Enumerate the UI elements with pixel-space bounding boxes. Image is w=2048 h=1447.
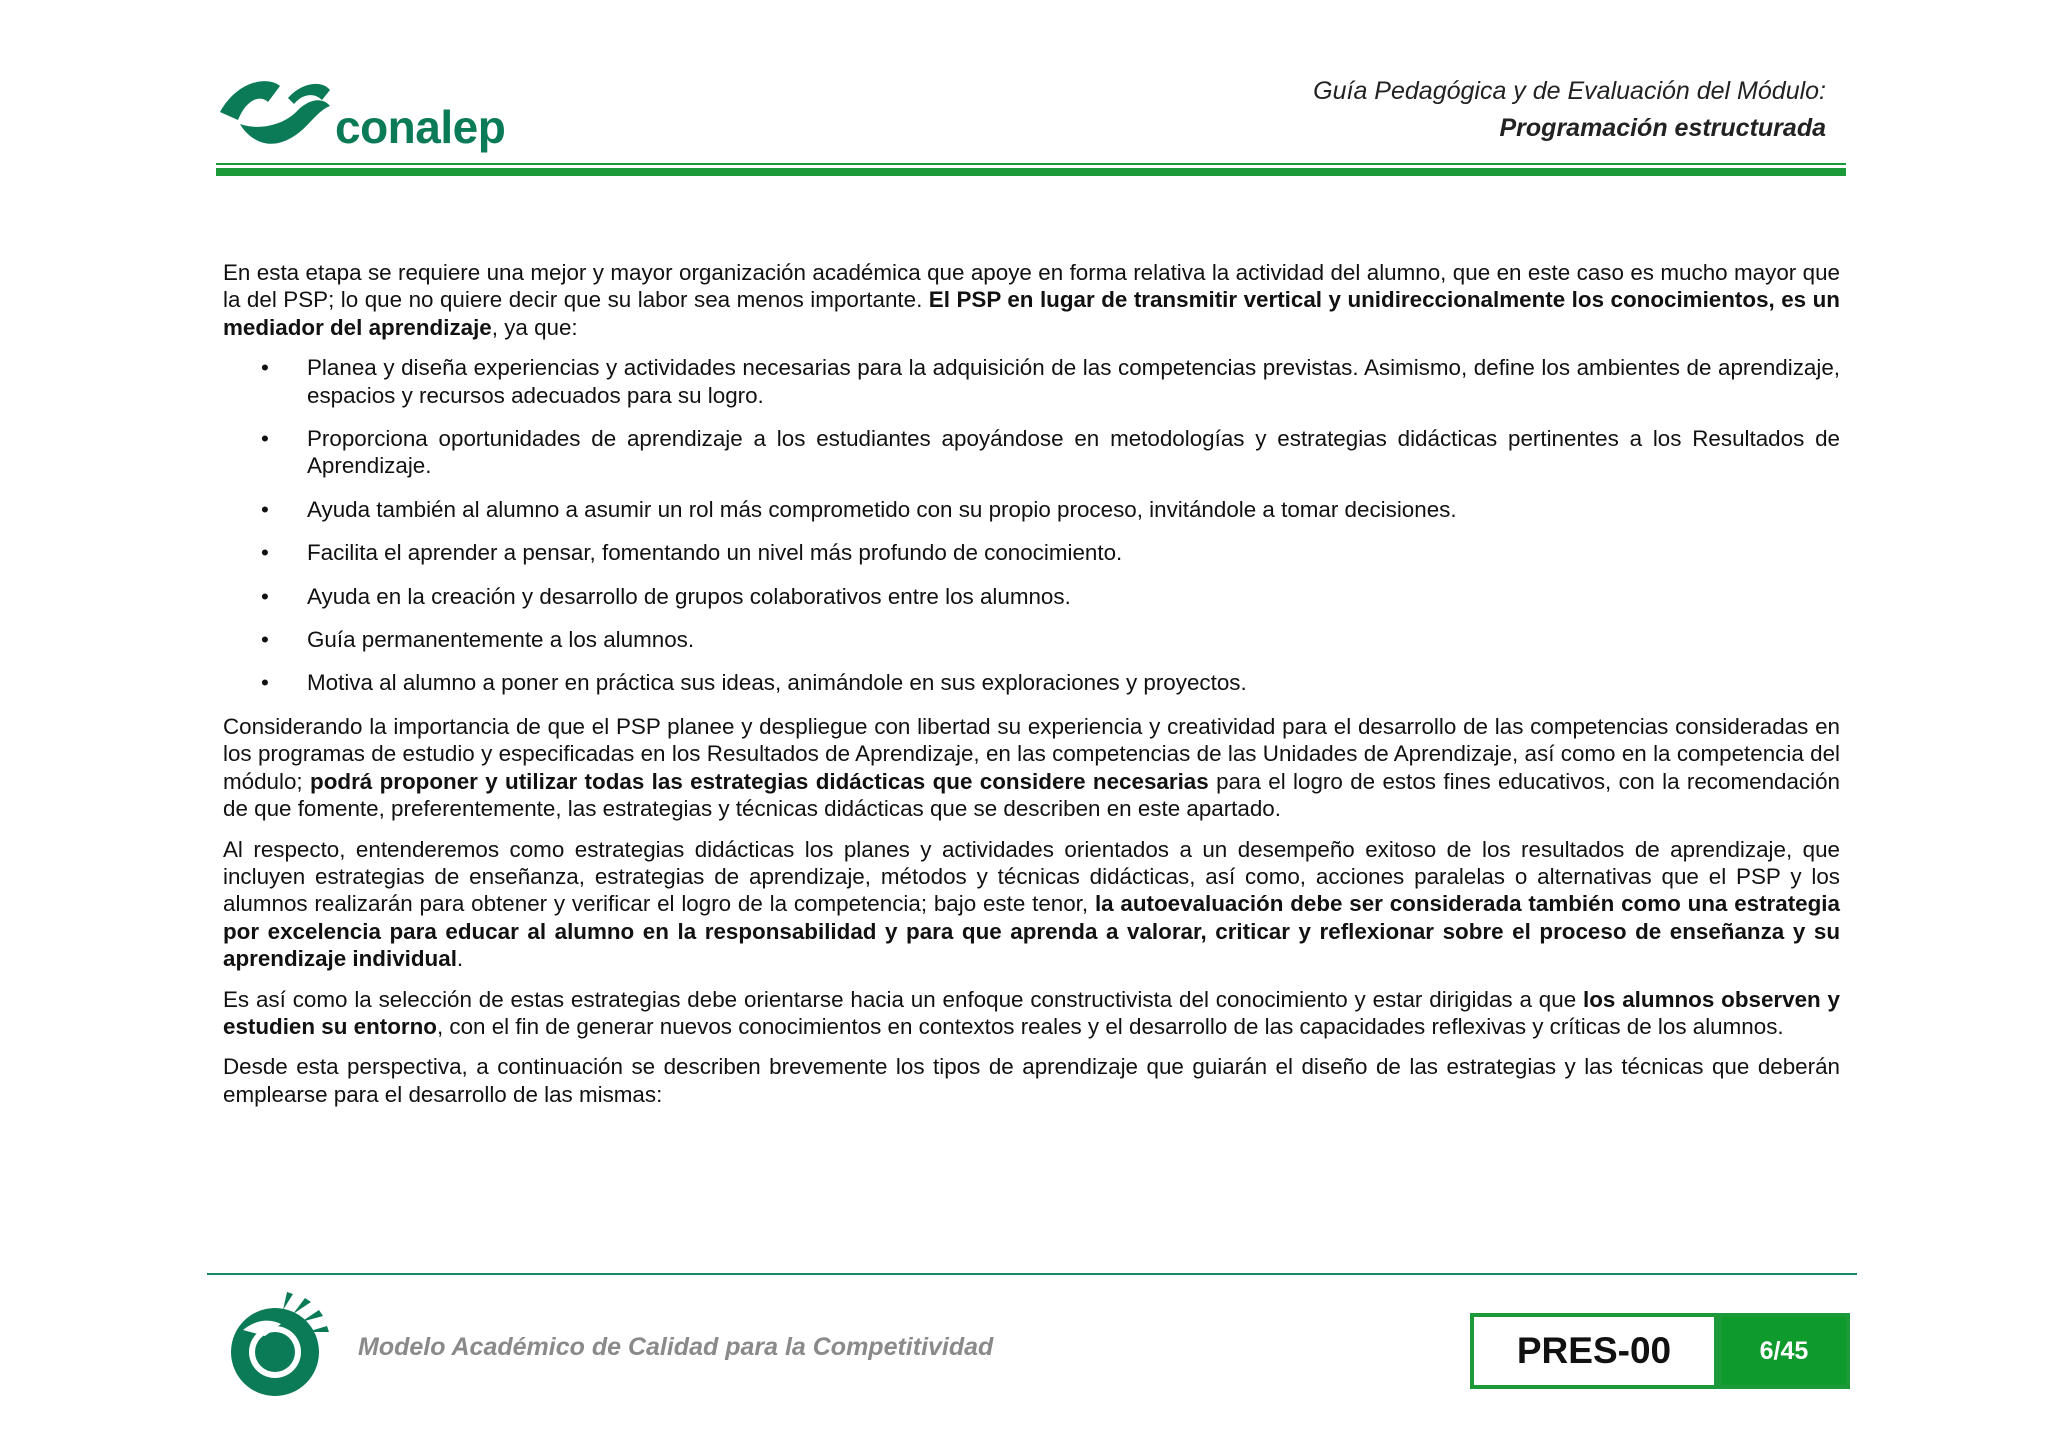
bullet-icon: •	[261, 540, 269, 566]
list-item-text: Ayuda en la creación y desarrollo de grupos colaborativos entre los alumnos.	[307, 583, 1071, 609]
bullet-icon: •	[261, 670, 269, 696]
academic-model-seal-icon	[225, 1290, 335, 1400]
list-item-text: Guía permanentemente a los alumnos.	[307, 627, 695, 653]
bullet-icon: •	[261, 496, 269, 522]
list-item-text: Facilita el aprender a pensar, fomentando un nivel más profundo de conocimiento.	[307, 540, 1123, 566]
header-divider-thick	[216, 168, 1846, 176]
list-item	[223, 539, 1840, 566]
bold-run: podrá proponer y utilizar todas las estrategias didácticas que considere necesarias	[310, 768, 1209, 794]
paragraph-constructivism	[223, 986, 1840, 1041]
guide-title: Guía Pedagógica y de Evaluación del Módulo:	[1313, 77, 1826, 105]
text-run: Al respecto, entenderemos como estrategias didácticas los planes y actividades orientados a un desempeño exitoso de los resultados de aprendizaje, que incluyen estrategias de enseñanza, estrategias de aprendizaje, métodos y técnicas didácticas, así como, acciones paralelas o alternativas que el PSP y los alumnos realizarán para obtener y verificar el logro de la competencia; bajo este tenor,	[223, 836, 1840, 917]
page-number-badge: 6/45	[1718, 1313, 1850, 1389]
document-code-badge: PRES-00	[1470, 1313, 1718, 1389]
bullet-icon: •	[261, 583, 269, 609]
list-item	[223, 583, 1840, 610]
text-run: , con el fin de generar nuevos conocimientos en contextos reales y el desarrollo de las capacidades reflexivas y críticas de los alumnos.	[436, 1013, 1784, 1039]
bullet-icon: •	[261, 426, 269, 452]
bold-run: los alumnos observen y estudien su entorno	[223, 986, 1841, 1039]
text-run: Es así como la selección de estas estrategias debe orientarse hacia un enfoque constructivista del conocimiento y estar dirigidas a que	[223, 986, 1584, 1012]
paragraph-perspective: Desde esta perspectiva, a continuación se describen brevemente los tipos de aprendizaje que guiarán el diseño de las estrategias y las técnicas que deberán emplearse para el desarrollo de las mismas:	[223, 1054, 1840, 1107]
conalep-wordmark: conalep	[335, 101, 506, 153]
text-run: Considerando la importancia de que el PSP planee y despliegue con libertad su experiencia y creatividad para el desarrollo de las competencias consideradas en los programas de estudio y especificadas en los Resultados de Aprendizaje, en las competencias de las Unidades de Aprendizaje, así como en la competencia del módulo;	[223, 713, 1840, 794]
list-item	[223, 425, 1840, 480]
text-run: para el logro de estos fines educativos, con la recomendación de que fomente, preferentemente, las estrategias y técnicas didácticas que se describen en este apartado.	[223, 768, 1840, 822]
paragraph-strategies	[223, 836, 1840, 973]
list-item	[223, 626, 1840, 653]
list-item-text: Motiva al alumno a poner en práctica sus ideas, animándole en sus exploraciones y proyectos.	[307, 670, 1247, 696]
document-body	[223, 259, 1840, 1121]
list-item-text: Ayuda también al alumno a asumir un rol más comprometido con su propio proceso, invitándole a tomar decisiones.	[307, 496, 1457, 522]
footer-divider	[207, 1273, 1857, 1275]
psp-roles-list	[223, 354, 1840, 697]
list-item-text: Proporciona oportunidades de aprendizaje a los estudiantes apoyándose en metodologías y estrategias didácticas pertinentes a los Resultados de Aprendizaje.	[307, 426, 1840, 479]
list-item	[223, 496, 1840, 523]
bullet-icon: •	[261, 355, 269, 381]
bold-run: El PSP en lugar de transmitir vertical y unidireccionalmente los conocimientos, es un mediador del aprendizaje	[223, 287, 1840, 340]
text-run: .	[456, 946, 464, 972]
list-item-text: Planea y diseña experiencias y actividades necesarias para la adquisición de las competencias previstas. Asimismo, define los ambientes de aprendizaje, espacios y recursos adecuados para su logro.	[307, 355, 1840, 408]
text-run: En esta etapa se requiere una mejor y mayor organización académica que apoye en forma relativa la actividad del alumno, que en este caso es mucho mayor que la del PSP; lo que no quiere decir que su labor sea menos importante.	[223, 260, 1840, 313]
header-divider-thin	[216, 163, 1846, 165]
paragraph-competencies	[223, 713, 1840, 823]
footer-model-text: Modelo Académico de Calidad para la Competitividad	[358, 1333, 994, 1361]
module-name: Programación estructurada	[1499, 114, 1826, 142]
text-run: , ya que:	[491, 314, 578, 340]
bold-run: la autoevaluación debe ser considerada también como una estrategia por excelencia para educar al alumno en la responsabilidad y para que aprenda a valorar, criticar y reflexionar sobre el proceso de enseñanza y su aprendizaje individual	[223, 891, 1840, 972]
paragraph-intro	[223, 259, 1840, 341]
bullet-icon: •	[261, 627, 269, 653]
list-item	[223, 354, 1840, 409]
list-item	[223, 669, 1840, 696]
